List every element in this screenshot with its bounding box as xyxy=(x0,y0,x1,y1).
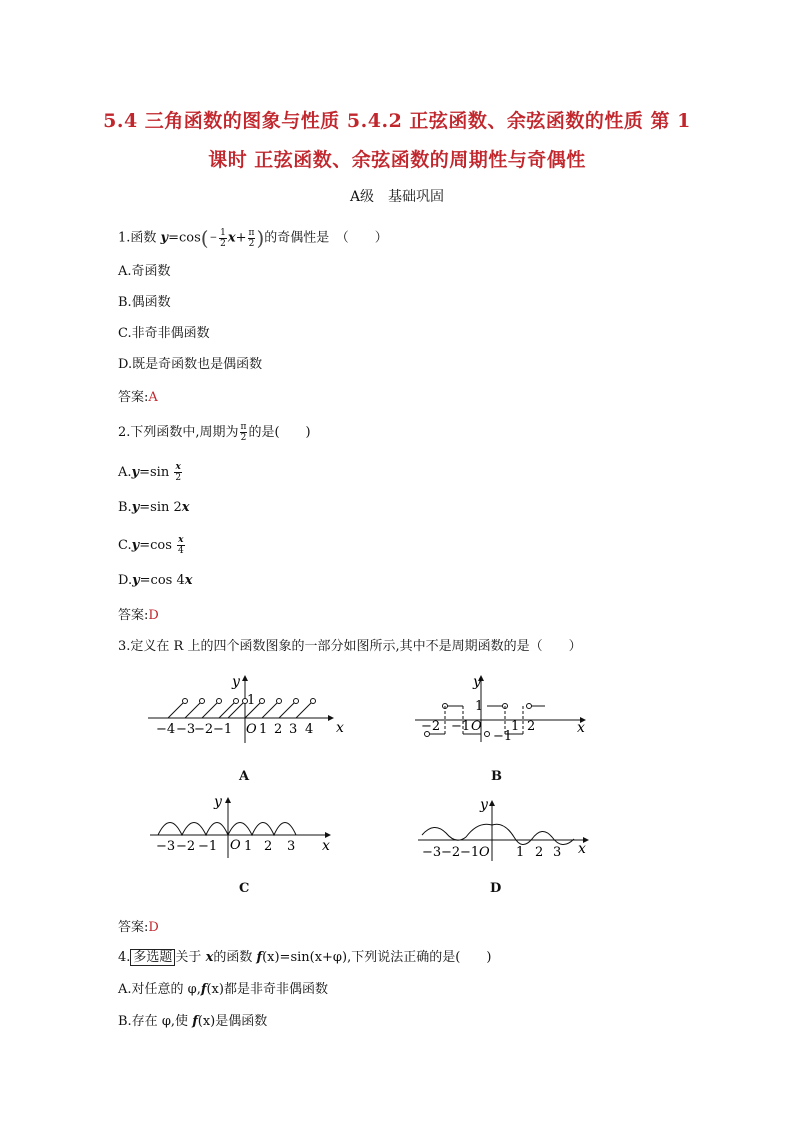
q1-option-d: D.既是奇函数也是偶函数 xyxy=(118,357,263,372)
figure-a-caption: A xyxy=(239,769,250,784)
q1-option-b: B.偶函数 xyxy=(118,295,171,310)
q3-answer: 答案:D xyxy=(118,920,159,935)
page-title-line1: 5.4 三角函数的图象与性质 5.4.2 正弦函数、余弦函数的性质 第 1 xyxy=(103,110,691,132)
q2-option-d: D.y=cos 4x xyxy=(118,573,193,588)
q4-option-a: A.对任意的 φ,f(x)都是非奇非偶函数 xyxy=(118,982,328,997)
svg-text:−2: −2 xyxy=(421,719,441,734)
figD-curve xyxy=(422,824,574,844)
figB-x-label: x xyxy=(577,720,585,736)
figC-x-label: x xyxy=(322,838,330,854)
svg-text:3: 3 xyxy=(553,845,562,860)
q1-answer: 答案:A xyxy=(118,390,158,405)
figA-ticks xyxy=(156,722,313,737)
figB-neg-one-label: −1 xyxy=(493,729,513,744)
q2-answer: 答案:D xyxy=(118,608,159,623)
svg-text:2: 2 xyxy=(527,719,536,734)
level-heading: A级 基础巩固 xyxy=(349,189,445,205)
q2-option-c: C.y=cos $\frac{x}{4}$ xyxy=(118,535,184,556)
q2-option-b: B.y=sin 2x xyxy=(118,500,190,515)
svg-text:−1: −1 xyxy=(451,719,471,734)
figC-curve xyxy=(158,823,296,836)
figB-one-label: 1 xyxy=(475,699,484,714)
figA-segments xyxy=(168,699,316,719)
figC-ticks xyxy=(156,839,295,854)
svg-text:−2: −2 xyxy=(194,722,214,737)
q2-stem: 2.下列函数中,周期为 $\frac{\pi}{2}$ 的是( ) xyxy=(118,422,311,443)
q1-option-c: C.非奇非偶函数 xyxy=(118,326,210,341)
figC-origin: O xyxy=(230,838,241,853)
svg-text:4: 4 xyxy=(305,722,314,737)
q2-option-a: A.y=sin $\frac{x}{2}$ xyxy=(118,462,182,483)
figure-b xyxy=(415,670,595,754)
q3-stem: 3.定义在 R 上的四个函数图象的一部分如图所示,其中不是周期函数的是（ ） xyxy=(118,639,582,654)
svg-text:1: 1 xyxy=(259,722,268,737)
figure-b-caption: B xyxy=(491,769,502,784)
svg-text:−2: −2 xyxy=(441,845,461,860)
figure-d-caption: D xyxy=(490,881,502,896)
svg-text:−3: −3 xyxy=(156,839,176,854)
figA-one-label: 1 xyxy=(247,693,256,708)
svg-text:−3: −3 xyxy=(176,722,196,737)
q1-option-a: A.奇函数 xyxy=(118,264,171,279)
svg-text:−1: −1 xyxy=(460,845,480,860)
figA-y-label: y xyxy=(232,674,240,690)
svg-text:−3: −3 xyxy=(422,845,442,860)
q1-stem: 1.函数 y=cos(− $\frac{1}{2}$ x+ $\frac{\pi}{2}$ )的奇偶性是 （ ） xyxy=(118,226,388,250)
svg-text:−4: −4 xyxy=(156,722,176,737)
figA-origin: O xyxy=(246,722,257,737)
svg-text:1: 1 xyxy=(244,839,253,854)
svg-text:−1: −1 xyxy=(213,722,233,737)
q1-neg-half: − xyxy=(209,233,218,243)
svg-text:2: 2 xyxy=(274,722,283,737)
svg-text:3: 3 xyxy=(289,722,298,737)
figD-origin: O xyxy=(479,845,490,860)
svg-text:1: 1 xyxy=(511,719,520,734)
figD-x-label: x xyxy=(578,841,586,857)
figD-y-label: y xyxy=(480,797,488,813)
figB-y-label: y xyxy=(473,674,481,690)
figure-d xyxy=(418,795,598,869)
svg-text:2: 2 xyxy=(535,845,544,860)
svg-text:−2: −2 xyxy=(176,839,196,854)
page-title-line2: 课时 正弦函数、余弦函数的周期性与奇偶性 xyxy=(208,149,586,171)
svg-text:2: 2 xyxy=(264,839,273,854)
figB-origin: O xyxy=(471,719,482,734)
figure-c xyxy=(150,790,340,864)
svg-text:3: 3 xyxy=(287,839,296,854)
figA-x-label: x xyxy=(336,720,344,736)
figure-c-caption: C xyxy=(239,881,250,896)
q4-option-b: B.存在 φ,使 f(x)是偶函数 xyxy=(118,1014,268,1029)
svg-text:1: 1 xyxy=(516,845,525,860)
svg-text:−1: −1 xyxy=(198,839,218,854)
figC-y-label: y xyxy=(214,794,222,810)
q4-stem: 4. 多选题 关于 x的函数 f(x)=sin(x+φ),下列说法正确的是( ) xyxy=(118,950,492,965)
figure-a xyxy=(148,668,358,752)
multi-choice-tag: 多选题 xyxy=(130,949,175,966)
